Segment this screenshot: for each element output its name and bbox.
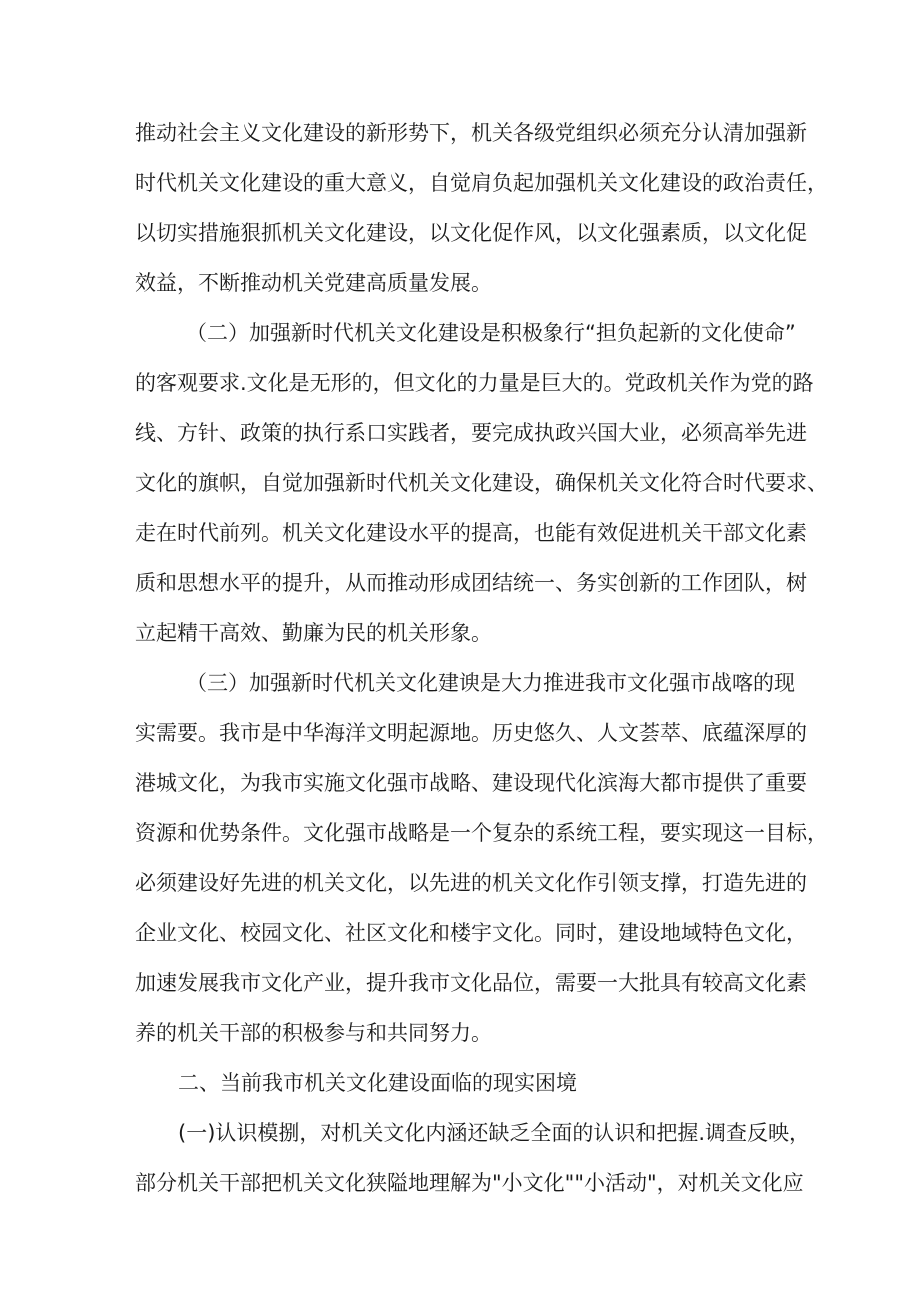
paragraph-3-line-7: 加速发展我市文化产业，提升我市文化品位，需要一大批具有较高文化素 <box>135 971 807 995</box>
paragraph-3-line-1: （三）加强新时代机关文化建谀是大力推进我市文化强市战喀的现 <box>186 671 795 695</box>
paragraph-1-line-3: 以切实措施狠抓机关文化建设，以文化促作风，以文化强素质，以文化促 <box>135 221 807 245</box>
paragraph-4-line-1: (一)认识模捌，对机关文化内涵还缺乏全面的认识和把握.调查反映， <box>178 1121 811 1145</box>
paragraph-1-line-2: 时代机关文化建设的重大意义，自觉肩负起加强机关文化建设的政治责任， <box>135 171 828 195</box>
paragraph-3-line-4: 资源和优势条件。文化强市战略是一个复杂的系统工程，要实现这一目标， <box>135 821 828 845</box>
paragraph-2-line-5: 走在时代前列。机关文化建设水平的提高，也能有效促进机关干部文化素 <box>135 521 807 545</box>
paragraph-3-line-5: 必须建设好先进的机关文化，以先进的机关文化作引领支撑，打造先进的 <box>135 871 807 895</box>
paragraph-2-line-7: 立起精干高效、勤廉为民的机关形象。 <box>135 621 492 645</box>
paragraph-4-line-2: 部分机关干部把机关文化狭隘地理解为"小文化""小活动"，对机关文化应 <box>135 1171 804 1195</box>
paragraph-1-line-4: 效益，不断推动机关党建高质量发展。 <box>135 271 492 295</box>
section-heading-2: 二、当前我市机关文化建设面临的现实困境 <box>178 1071 577 1095</box>
paragraph-3-line-3: 港城文化，为我市实施文化强市战略、建设现代化滨海大都市提供了重要 <box>135 771 807 795</box>
paragraph-2-line-1: （二）加强新时代机关文化建设是积极象行“担负起新的文化使命” <box>186 321 796 345</box>
paragraph-3-line-8: 养的机关干部的积极参与和共同努力。 <box>135 1021 492 1045</box>
paragraph-3-line-6: 企业文化、校园文化、社区文化和楼宇文化。同时，建设地域特色文化， <box>135 921 807 945</box>
paragraph-2-line-3: 线、方针、政策的执行系口实践者，要完成执政兴国大业，必须高举先进 <box>135 421 807 445</box>
paragraph-3-line-2: 实需要。我市是中华海洋文明起源地。历史悠久、人文荟萃、底蕴深厚的 <box>135 721 807 745</box>
paragraph-2-line-2: 的客观要求.文化是无形的，但文化的力量是巨大的。党政机关作为党的路 <box>135 371 814 395</box>
paragraph-2-line-6: 质和思想水平的提升，从而推动形成团结统一、务实创新的工作团队，树 <box>135 571 807 595</box>
paragraph-1-line-1: 推动社会主义文化建设的新形势下，机关各级党组织必须充分认清加强新 <box>135 121 807 145</box>
paragraph-2-line-4: 文化的旗帜，自觉加强新时代机关文化建设，确保机关文化符合时代要求、 <box>135 471 828 495</box>
